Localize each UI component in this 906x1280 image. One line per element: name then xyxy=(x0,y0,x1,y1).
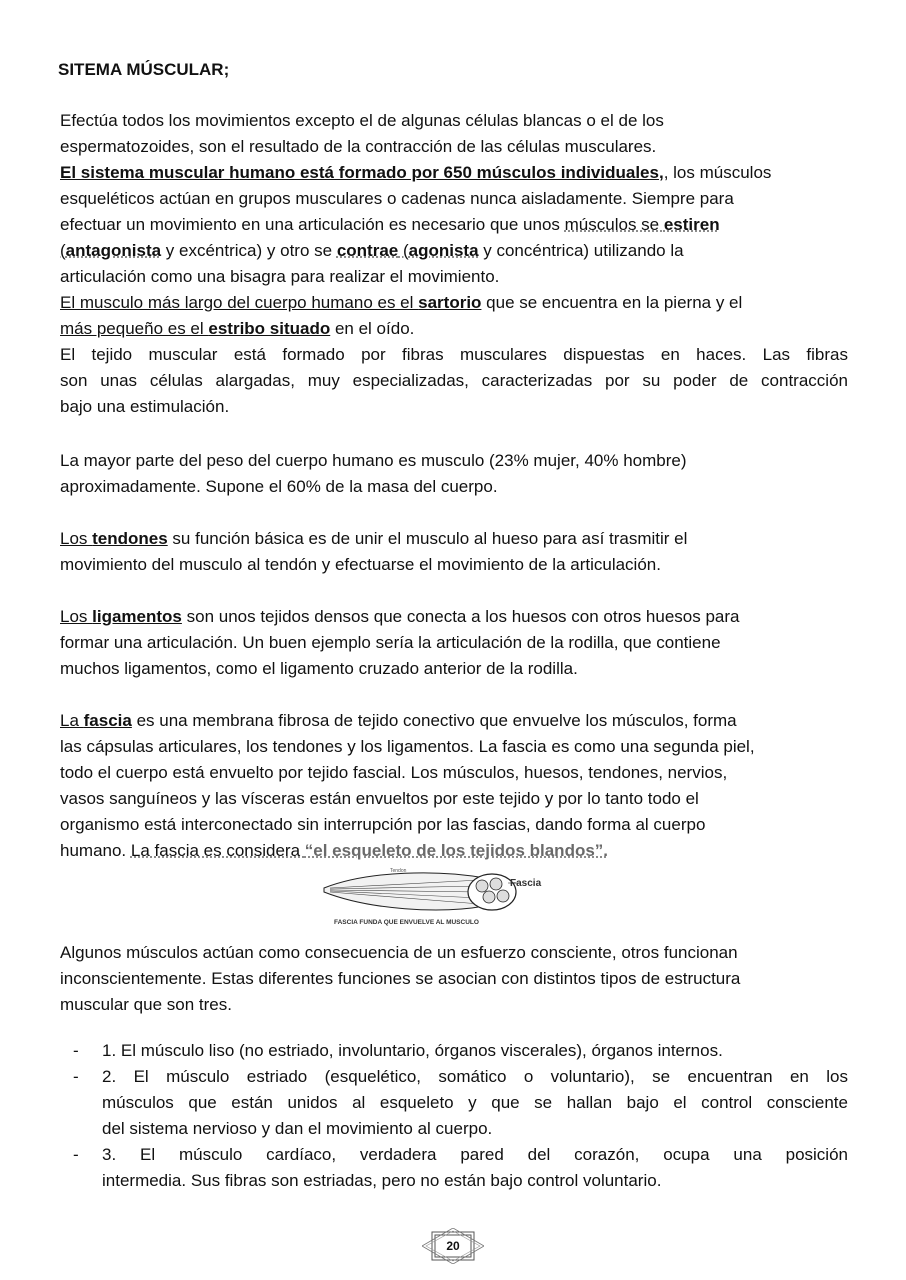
text-line: intermedia. Sus fibras son estriadas, pero no están bajo control voluntario. xyxy=(102,1171,662,1190)
text-line: del sistema nervioso y dan el movimiento al cuerpo. xyxy=(102,1119,493,1138)
text-span: que se encuentra en la pierna y el xyxy=(481,293,743,312)
list-bullet: - xyxy=(73,1067,79,1086)
text-line: La mayor parte del peso del cuerpo humano es musculo (23% mujer, 40% hombre) xyxy=(60,451,687,470)
fascia-illustration xyxy=(320,866,560,928)
list-item xyxy=(60,1064,848,1142)
page-number: 20 xyxy=(446,1239,460,1253)
paragraph-tendones xyxy=(60,526,848,578)
comma: , xyxy=(658,163,664,182)
figure-label-tendon: Tendon xyxy=(390,868,407,874)
term-agonista: agonista xyxy=(408,241,479,260)
text-span: y excéntrica) y otro se xyxy=(161,241,337,260)
text-line: Efectúa todos los movimientos excepto el de algunas células blancas o el de los xyxy=(60,111,664,130)
list-item xyxy=(60,1142,848,1194)
muscle-shape xyxy=(324,873,485,910)
text-span: La fascia es considera xyxy=(130,841,305,860)
fascicle xyxy=(497,890,509,902)
text-line xyxy=(60,526,848,552)
text-line: 1. El músculo liso (no estriado, involuntario, órganos viscerales), órganos internos. xyxy=(102,1041,723,1060)
text-line xyxy=(60,316,848,342)
text-span: La xyxy=(60,711,84,730)
figure-caption: FASCIA FUNDA QUE ENVUELVE AL MUSCULO xyxy=(334,919,479,926)
text-span: ( xyxy=(60,241,66,260)
text-span: es una membrana fibrosa de tejido conectivo que envuelve los músculos, forma xyxy=(131,711,737,730)
text-span: en el oído. xyxy=(330,319,415,338)
text-line: esqueléticos actúan en grupos musculares o cadenas nunca aisladamente. Siempre para xyxy=(60,189,734,208)
text-span: ( xyxy=(398,241,409,260)
text-line: El tejido muscular está formado por fibras musculares dispuestas en haces. Las fibras xyxy=(60,345,848,364)
term-ligamentos: ligamentos xyxy=(92,607,182,626)
muscle-types-list xyxy=(60,1038,848,1194)
text-line xyxy=(60,708,848,734)
text-line: Algunos músculos actúan como consecuencia de un esfuerzo consciente, otros funcionan xyxy=(60,943,738,962)
text-line: movimiento del musculo al tendón y efectuarse el movimiento de la articulación. xyxy=(60,555,661,574)
text-span: El musculo más largo del cuerpo humano es el xyxy=(60,293,419,312)
text-line xyxy=(60,238,848,264)
list-bullet: - xyxy=(73,1145,79,1164)
term-fascia: fascia xyxy=(83,711,132,730)
term-estribo: estribo situado xyxy=(208,319,331,338)
figure-label-fascia: Fascia xyxy=(510,878,542,889)
text-span: Los xyxy=(60,607,93,626)
text-span: humano. xyxy=(60,841,131,860)
text-line: 3. El músculo cardíaco, verdadera pared del corazón, ocupa una posición xyxy=(102,1145,848,1164)
text-line: bajo una estimulación. xyxy=(60,397,230,416)
text-span: son unos tejidos densos que conecta a los huesos con otros huesos para xyxy=(181,607,740,626)
text-line: vasos sanguíneos y las vísceras están envueltos por este tejido y por lo tanto todo el xyxy=(60,789,699,808)
text-line: inconscientemente. Estas diferentes funciones se asocian con distintos tipos de estructura xyxy=(60,969,741,988)
term-estiren: estiren xyxy=(663,215,720,234)
fascicle xyxy=(483,891,495,903)
text-line: músculos que están unidos al esqueleto y que se hallan bajo el control consciente xyxy=(102,1093,848,1112)
paragraph-tipos xyxy=(60,940,848,1018)
term-antagonista: antagonista xyxy=(65,241,162,260)
text-span: Los xyxy=(60,529,93,548)
text-span: , los músculos xyxy=(663,163,772,182)
text-line: 2. El músculo estriado (esquelético, somático o voluntario), se encuentran en los xyxy=(102,1067,848,1086)
text-line: organismo está interconectado sin interrupción por las fascias, dando forma al cuerpo xyxy=(60,815,706,834)
text-span: su función básica es de unir el musculo al hueso para así trasmitir el xyxy=(167,529,688,548)
text-span: músculos se xyxy=(564,215,664,234)
text-line: todo el cuerpo está envuelto por tejido fascial. Los músculos, huesos, tendones, nervios, xyxy=(60,763,728,782)
page-number-badge xyxy=(422,1228,484,1264)
text-line xyxy=(60,160,848,186)
fascicle xyxy=(476,880,488,892)
paragraph-fascia xyxy=(60,708,848,864)
text-line: aproximadamente. Supone el 60% de la masa del cuerpo. xyxy=(60,477,498,496)
text-line xyxy=(60,290,848,316)
text-line xyxy=(60,604,848,630)
text-span: más pequeño es el xyxy=(60,319,209,338)
page-title: SITEMA MÚSCULAR; xyxy=(58,60,230,79)
text-line xyxy=(60,838,848,864)
list-bullet: - xyxy=(73,1041,79,1060)
term-sartorio: sartorio xyxy=(418,293,482,312)
text-span: efectuar un movimiento en una articulación es necesario que unos xyxy=(60,215,565,234)
text-line: son unas células alargadas, muy especializadas, caracterizadas por su poder de contracción xyxy=(60,371,848,390)
fascicle xyxy=(490,878,502,890)
text-line: muscular que son tres. xyxy=(60,995,232,1014)
text-line: formar una articulación. Un buen ejemplo sería la articulación de la rodilla, que contiene xyxy=(60,633,721,652)
text-line xyxy=(60,212,848,238)
text-span: y concéntrica) utilizando la xyxy=(478,241,684,260)
text-line: espermatozoides, son el resultado de la contracción de las células musculares. xyxy=(60,137,657,156)
text-line: las cápsulas articulares, los tendones y los ligamentos. La fascia es como una segunda piel, xyxy=(60,737,755,756)
paragraph-ligamentos xyxy=(60,604,848,682)
paragraph-intro xyxy=(60,108,848,420)
text-line: muchos ligamentos, como el ligamento cruzado anterior de la rodilla. xyxy=(60,659,578,678)
list-item xyxy=(60,1038,848,1064)
quote-esqueleto: “el esqueleto de los tejidos blandos”. xyxy=(304,841,609,860)
paragraph-weight xyxy=(60,448,848,500)
underlined-bold-phrase: El sistema muscular humano está formado por 650 músculos individuales xyxy=(60,163,659,182)
term-tendones: tendones xyxy=(92,529,168,548)
term-contrae: contrae xyxy=(336,241,399,260)
text-line: articulación como una bisagra para realizar el movimiento. xyxy=(60,267,500,286)
